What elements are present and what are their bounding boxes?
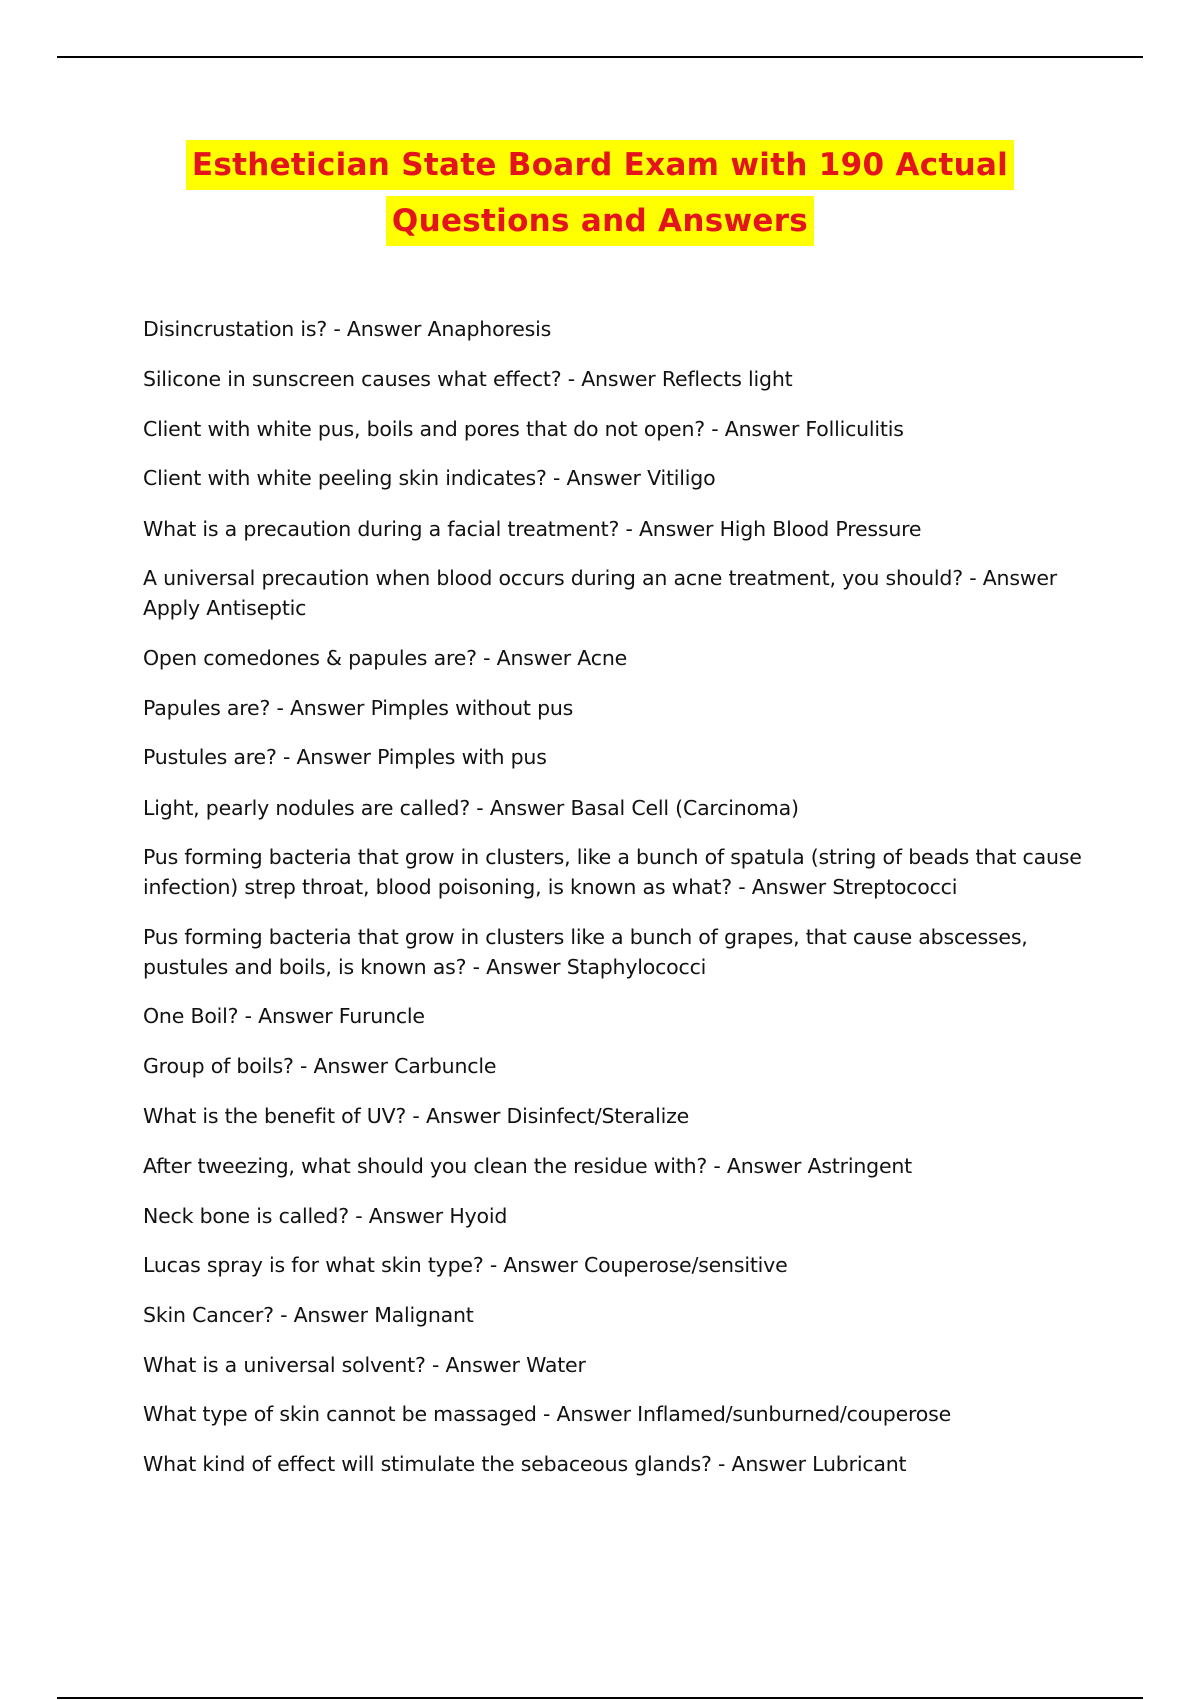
qa-item: Client with white peeling skin indicates? - Answer Vitiligo: [143, 466, 716, 490]
qa-item: Open comedones & papules are? - Answer Acne: [143, 646, 628, 670]
top-rule: [57, 56, 1143, 58]
bottom-rule: [57, 1697, 1143, 1699]
qa-item: A universal precaution when blood occurs during an acne treatment, you should? - Answer Apply Antiseptic: [143, 566, 1058, 620]
qa-item: Pus forming bacteria that grow in clusters like a bunch of grapes, that cause abscesses, pustules and boils, is known as? - Answer Staphylococci: [143, 925, 1028, 979]
qa-item: What is a precaution during a facial treatment? - Answer High Blood Pressure: [143, 517, 922, 541]
qa-item: Light, pearly nodules are called? - Answer Basal Cell (Carcinoma): [143, 796, 799, 820]
qa-item: Silicone in sunscreen causes what effect? - Answer Reflects light: [143, 367, 793, 391]
document-title: [0, 140, 1200, 246]
title-line-2: Questions and Answers: [386, 196, 814, 246]
qa-item: Neck bone is called? - Answer Hyoid: [143, 1204, 508, 1228]
qa-item: After tweezing, what should you clean the residue with? - Answer Astringent: [143, 1154, 913, 1178]
qa-item: Group of boils? - Answer Carbuncle: [143, 1054, 497, 1078]
qa-item: Disincrustation is? - Answer Anaphoresis: [143, 317, 552, 341]
qa-item: What type of skin cannot be massaged - Answer Inflamed/sunburned/couperose: [143, 1402, 952, 1426]
qa-item: One Boil? - Answer Furuncle: [143, 1004, 425, 1028]
qa-item: What is a universal solvent? - Answer Water: [143, 1353, 586, 1377]
qa-item: What kind of effect will stimulate the sebaceous glands? - Answer Lubricant: [143, 1452, 907, 1476]
qa-item: Pustules are? - Answer Pimples with pus: [143, 745, 547, 769]
qa-item: Papules are? - Answer Pimples without pus: [143, 696, 574, 720]
qa-item: Lucas spray is for what skin type? - Answer Couperose/sensitive: [143, 1253, 788, 1277]
title-line-1: Esthetician State Board Exam with 190 Actual: [186, 140, 1014, 190]
qa-item: Client with white pus, boils and pores that do not open? - Answer Folliculitis: [143, 417, 904, 441]
qa-item: Skin Cancer? - Answer Malignant: [143, 1303, 474, 1327]
qa-item: Pus forming bacteria that grow in clusters, like a bunch of spatula (string of beads that cause infection) strep throat, blood poisoning, is known as what? - Answer Streptococci: [143, 845, 1082, 899]
qa-item: What is the benefit of UV? - Answer Disinfect/Steralize: [143, 1104, 690, 1128]
